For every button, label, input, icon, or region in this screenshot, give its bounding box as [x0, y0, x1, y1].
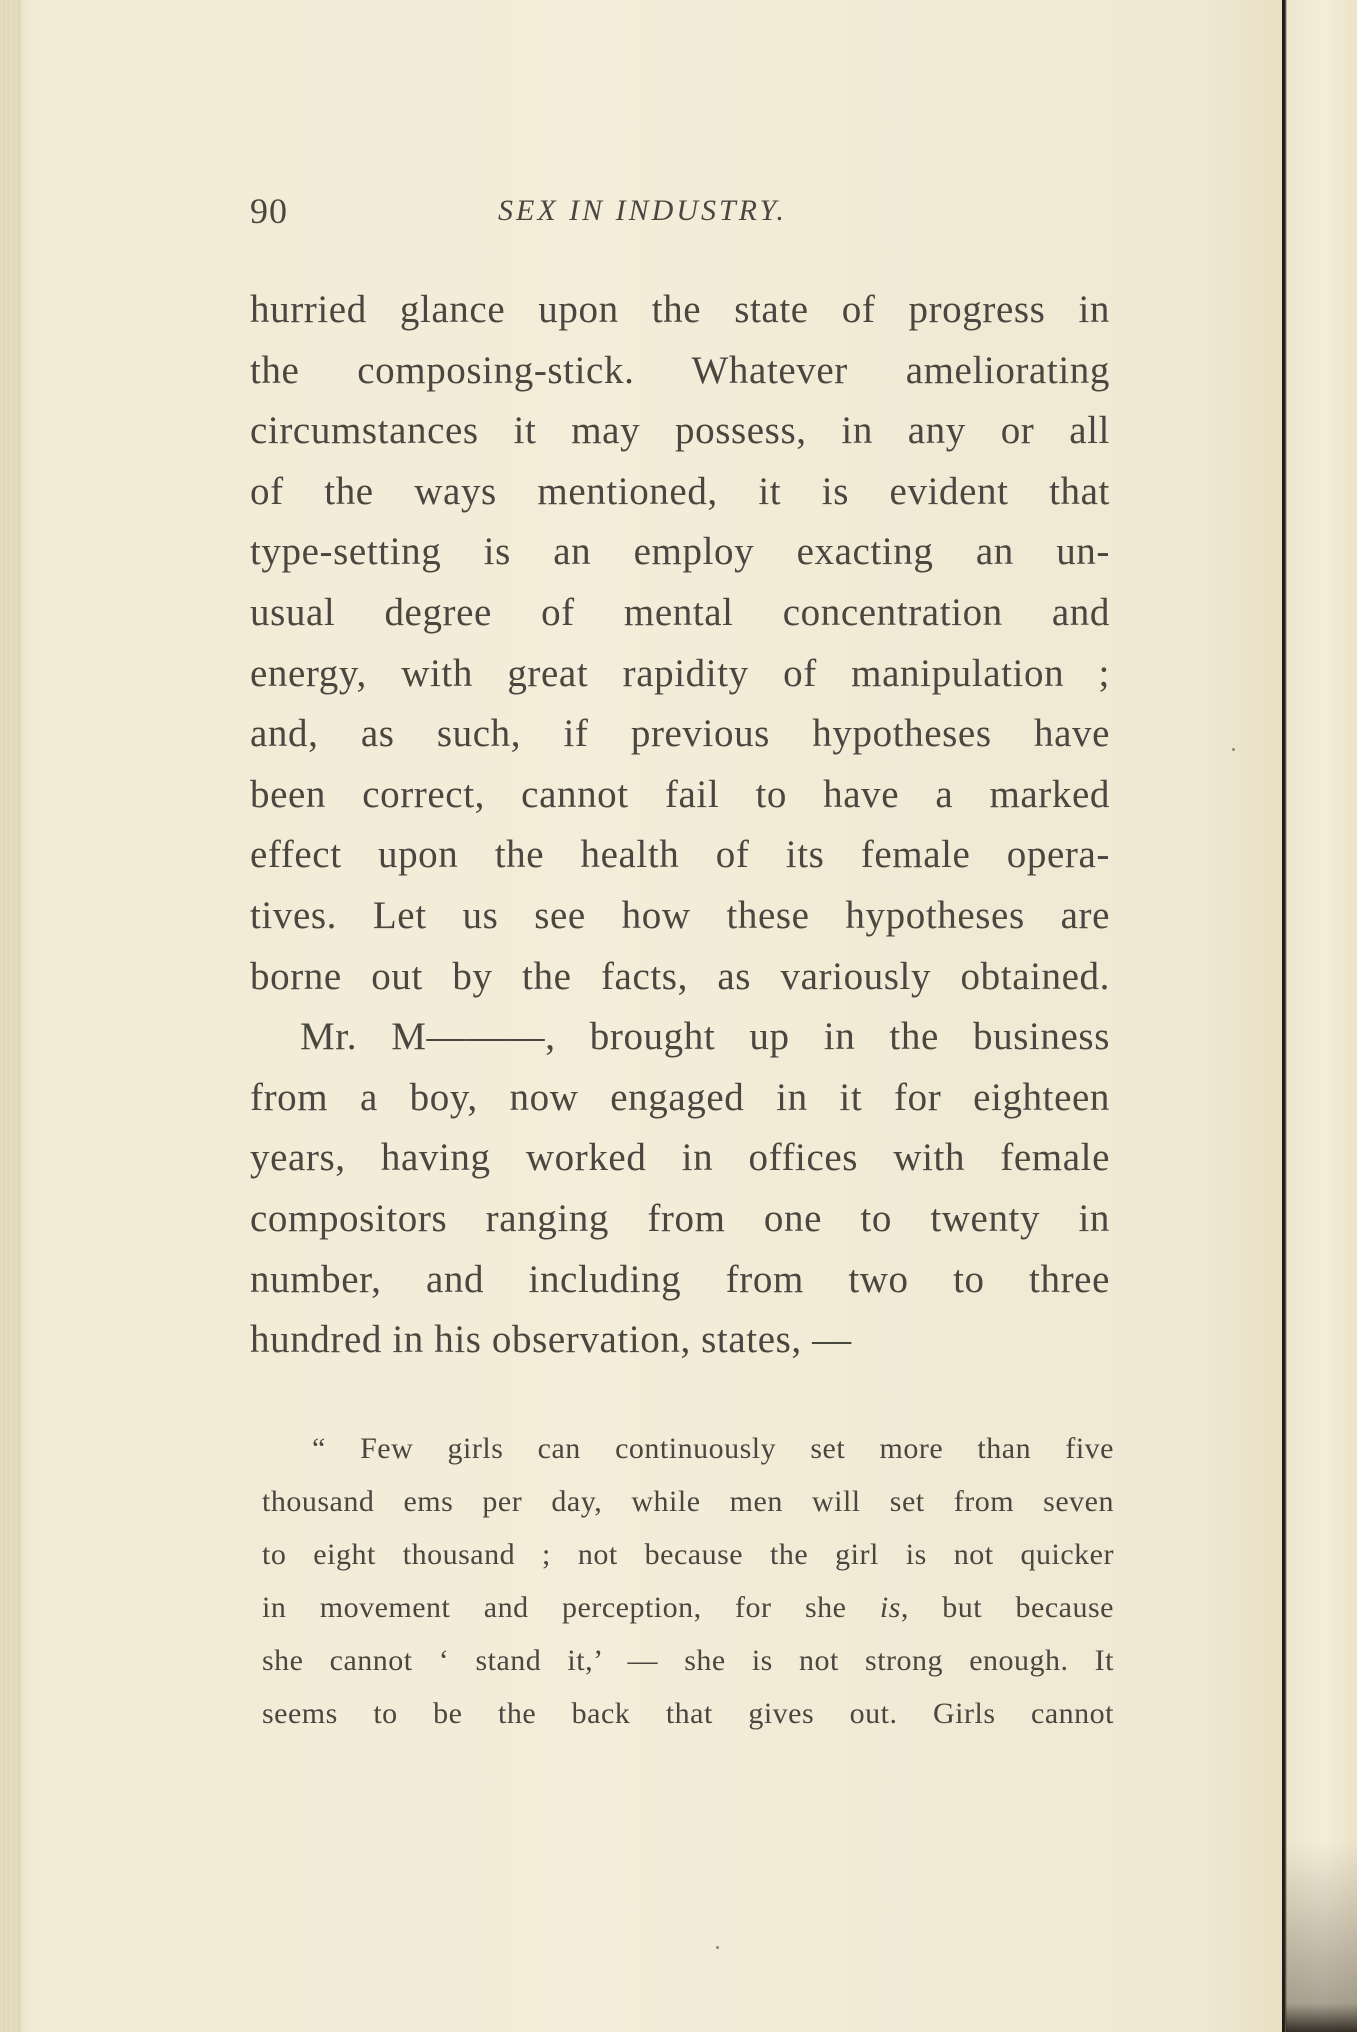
- body-line: of the ways mentioned, it is evident that: [250, 469, 1110, 513]
- quote-line: seems to be the back that gives out. Girls cannot: [262, 1697, 1114, 1730]
- paragraph-start-line: Mr. M———, brought up in the business: [300, 1015, 1110, 1059]
- running-head: SEX IN INDUSTRY.: [498, 194, 787, 227]
- paper-speck: [716, 1946, 719, 1949]
- quote-line: she cannot ‘ stand it,’ — she is not strong enough. It: [262, 1644, 1114, 1677]
- body-line: energy, with great rapidity of manipulation ;: [250, 651, 1110, 695]
- body-line: and, as such, if previous hypotheses have: [250, 712, 1110, 756]
- page-number: 90: [250, 191, 288, 231]
- body-line: borne out by the facts, as variously obtained.: [250, 954, 1110, 998]
- body-line: circumstances it may possess, in any or all: [250, 409, 1110, 453]
- page-edge-shadow: [1286, 1840, 1357, 2032]
- page-gutter-left: [0, 0, 22, 2032]
- page-edge-right: [1282, 0, 1357, 2032]
- quote-text: , but because: [900, 1591, 1114, 1624]
- quote-line: [262, 1581, 1114, 1634]
- body-line: from a boy, now engaged in it for eighteen: [250, 1075, 1110, 1119]
- page-header: [250, 190, 1150, 240]
- body-line: usual degree of mental concentration and: [250, 590, 1110, 634]
- body-line: number, and including from two to three: [250, 1257, 1110, 1301]
- body-line: been correct, cannot fail to have a marked: [250, 772, 1110, 816]
- body-line: years, having worked in offices with female: [250, 1136, 1110, 1180]
- body-line: tives. Let us see how these hypotheses are: [250, 893, 1110, 937]
- quote-line: thousand ems per day, while men will set from seven: [262, 1485, 1114, 1518]
- quote-emphasis: is: [879, 1591, 901, 1624]
- quote-line: “ Few girls can continuously set more than five: [312, 1432, 1114, 1465]
- quote-text: in movement and perception, for she: [262, 1591, 880, 1624]
- block-quote: [262, 1422, 1114, 1740]
- body-line: effect upon the health of its female opera-: [250, 833, 1110, 877]
- body-text: [250, 280, 1110, 1371]
- body-line: compositors ranging from one to twenty in: [250, 1196, 1110, 1240]
- paper-speck: [1232, 748, 1235, 751]
- quote-line: to eight thousand ; not because the girl is not quicker: [262, 1538, 1114, 1571]
- body-line: hurried glance upon the state of progress in: [250, 288, 1110, 331]
- body-line: the composing-stick. Whatever ameliorating: [250, 348, 1110, 392]
- body-line: type-setting is an employ exacting an un-: [250, 530, 1110, 574]
- body-line: hundred in his observation, states, —: [250, 1318, 852, 1362]
